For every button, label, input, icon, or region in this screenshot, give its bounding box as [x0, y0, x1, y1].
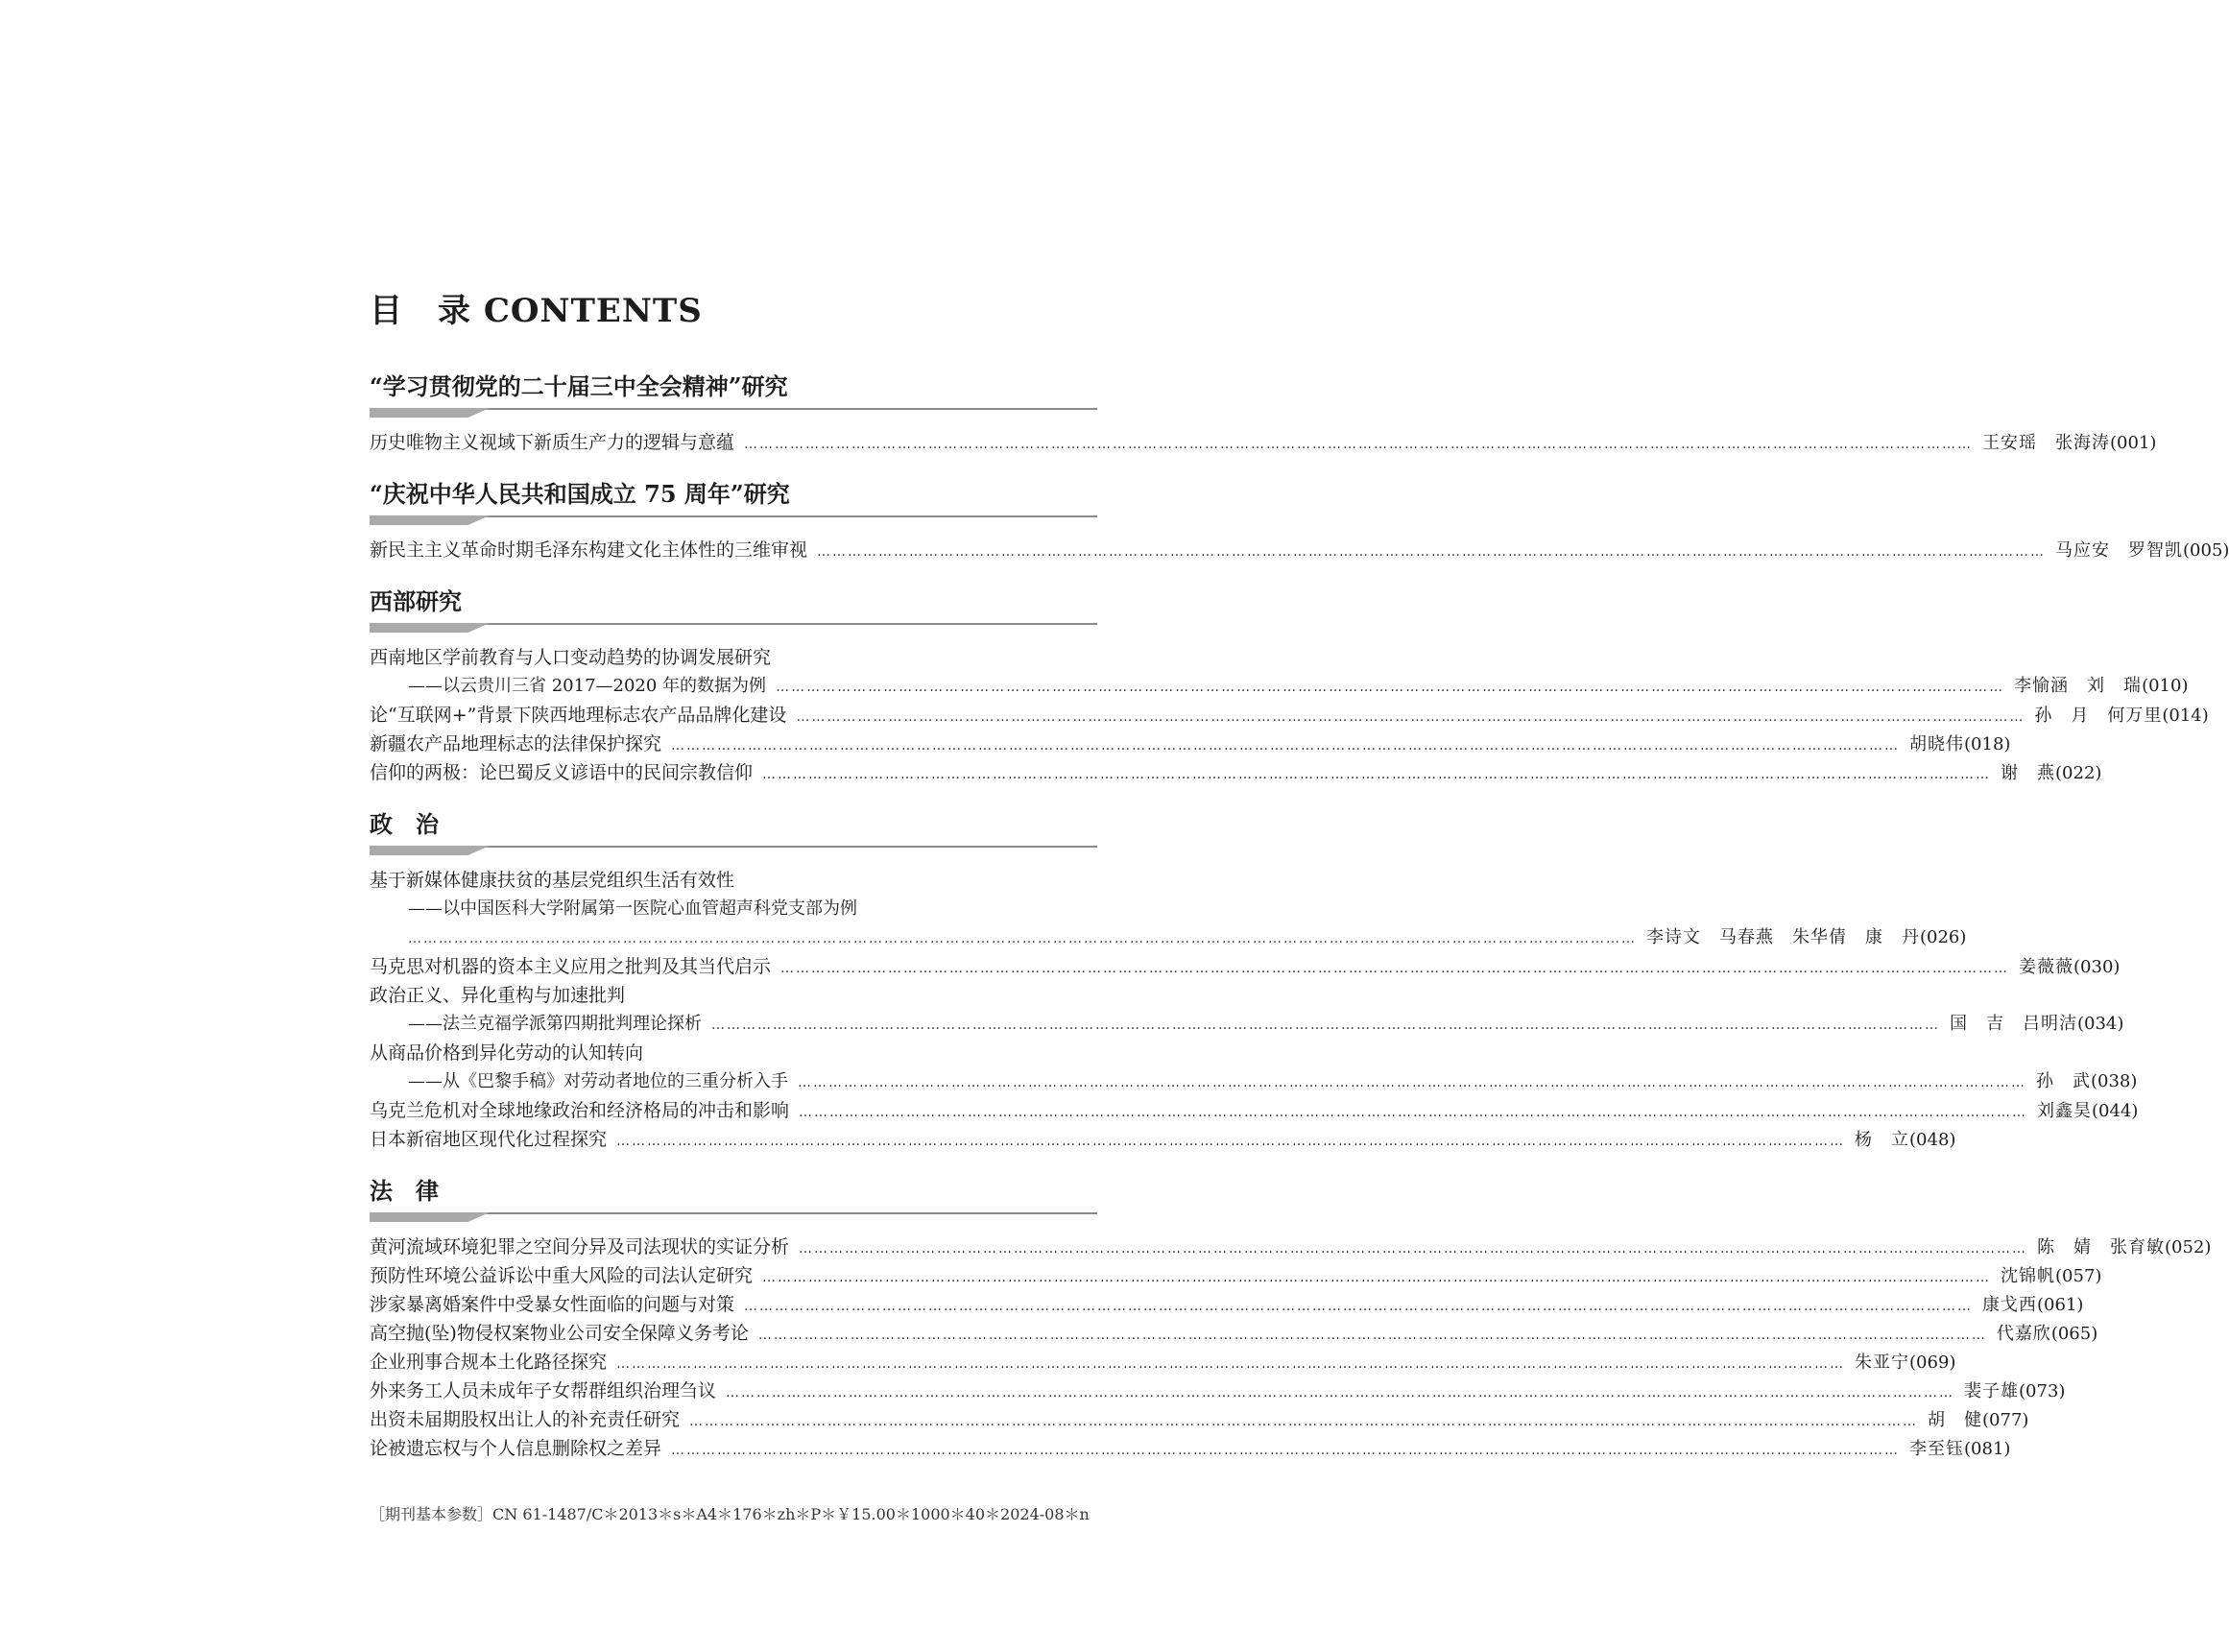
toc-entry[interactable] — [370, 1010, 2124, 1039]
entry-page-number: (065) — [2050, 1324, 2098, 1344]
section-rule — [370, 622, 1097, 635]
entry-title: 预防性环境公益诉讼中重大风险的司法认定研究 — [370, 1265, 754, 1286]
toc-section — [370, 1175, 2212, 1463]
entry-title: 乌克兰危机对全球地缘政治和经济格局的冲击和影响 — [370, 1100, 790, 1121]
toc-entry[interactable] — [370, 730, 2011, 758]
entry-subtitle: ——以云贵川三省 2017—2020 年的数据为例 — [408, 676, 767, 696]
entry-title: 基于新媒体健康扶贫的基层党组织生活有效性 — [370, 870, 735, 891]
leader-dots: …………………………………………………………………………………………………………………………………………………………………………………………………………………… — [744, 437, 1974, 452]
entry-page-number: (001) — [2110, 433, 2157, 453]
entry-title: 外来务工人员未成年子女帮群组织治理刍议 — [370, 1380, 717, 1401]
entry-title: 日本新宿地区现代化过程探究 — [370, 1129, 608, 1150]
entry-authors: 朱亚宁 — [1855, 1353, 1910, 1373]
entry-title: 西南地区学前教育与人口变动趋势的协调发展研究 — [370, 647, 772, 668]
toc-title-en: CONTENTS — [483, 292, 703, 330]
entry-authors: 沈锦帆 — [2001, 1266, 2056, 1286]
entry-title: 涉家暴离婚案件中受暴女性面临的问题与对策 — [370, 1294, 735, 1315]
entry-page-number: (057) — [2055, 1266, 2102, 1286]
entry-authors: 裴子雄 — [1964, 1381, 2020, 1401]
entry-page-number: (014) — [2162, 706, 2209, 726]
entry-subtitle: ——从《巴黎手稿》对劳动者地位的三重分析入手 — [408, 1071, 788, 1091]
section-rule — [370, 407, 1097, 420]
toc-entry[interactable] — [370, 1233, 2212, 1261]
section-spacer — [370, 787, 1097, 808]
section-heading: “学习贯彻党的二十届三中全会精神”研究 — [370, 372, 788, 400]
entry-title: 高空抛(坠)物侵权案物业公司安全保障义务考论 — [370, 1323, 749, 1344]
section-rule-wedge — [370, 846, 490, 855]
entry-title: 马克思对机器的资本主义应用之批判及其当代启示 — [370, 956, 772, 977]
entry-title: 从商品价格到异化劳动的认知转向 — [370, 1042, 644, 1064]
entry-page-number: (010) — [2142, 676, 2189, 696]
toc-sections — [370, 371, 2229, 1463]
entry-title: 信仰的两极：论巴蜀反义谚语中的民间宗教信仰 — [370, 762, 754, 783]
toc-entry[interactable] — [370, 923, 1967, 952]
entry-title: 出资未届期股权出让人的补充责任研究 — [370, 1409, 681, 1430]
entry-page-number: (026) — [1920, 927, 1967, 947]
section-spacer — [370, 457, 1097, 478]
toc-entry[interactable] — [370, 952, 2121, 981]
entry-title: 论被遗忘权与个人信息删除权之差异 — [370, 1438, 662, 1459]
entry-title: 论“互联网+”背景下陕西地理标志农产品品牌化建设 — [370, 705, 787, 726]
leader-dots: …………………………………………………………………………………………………………………………………………………………………………………………………………………… — [689, 1414, 1919, 1429]
entry-title: 政治正义、异化重构与加速批判 — [370, 985, 626, 1006]
leader-dots: …………………………………………………………………………………………………………………………………………………………………………………………………………………… — [726, 1385, 1955, 1401]
toc-section — [370, 586, 2209, 787]
entry-authors: 代嘉欣 — [1996, 1324, 2051, 1344]
leader-dots: …………………………………………………………………………………………………………………………………………………………………………………………………………………… — [798, 1075, 2026, 1090]
leader-dots: …………………………………………………………………………………………………………………………………………………………………………………………………………………… — [799, 1105, 2028, 1120]
toc-title-cn-1: 目 — [370, 292, 403, 330]
entry-authors: 李诗文 马春燕 朱华倩 康 丹 — [1646, 927, 1920, 947]
toc-entry[interactable] — [370, 1261, 2102, 1290]
toc-entry[interactable] — [370, 1039, 1097, 1067]
section-rule-wedge — [370, 1212, 490, 1222]
section-heading: 政 治 — [370, 810, 439, 838]
entry-authors: 刘鑫昊 — [2037, 1101, 2093, 1121]
entry-page-number: (005) — [2183, 540, 2229, 561]
leader-dots: …………………………………………………………………………………………………………………………………………………………………………………………………………………… — [817, 544, 2047, 560]
entry-title: 历史唯物主义视域下新质生产力的逻辑与意蕴 — [370, 432, 735, 453]
entry-page-number: (022) — [2055, 763, 2102, 783]
entry-title: 企业刑事合规本土化路径探究 — [370, 1352, 608, 1373]
entry-page-number: (018) — [1964, 734, 2011, 754]
entry-page-number: (044) — [2092, 1101, 2139, 1121]
toc-entry[interactable] — [370, 1348, 1956, 1377]
leader-dots: …………………………………………………………………………………………………………………………………………………………………………………………………………………… — [711, 1018, 1940, 1033]
entry-authors: 李至钰 — [1909, 1439, 1965, 1459]
section-rule — [370, 845, 1097, 858]
toc-section — [370, 808, 2139, 1154]
toc-entry[interactable] — [370, 643, 1097, 672]
entry-authors: 谢 燕 — [2001, 763, 2056, 783]
leader-dots: …………………………………………………………………………………………………………………………………………………………………………………………………………………… — [762, 767, 1992, 782]
toc-entry[interactable] — [370, 536, 2229, 564]
entry-authors: 胡晓伟 — [1909, 734, 1965, 754]
entry-page-number: (034) — [2077, 1014, 2124, 1034]
entry-subtitle: ——以中国医科大学附属第一医院心血管超声科党支部为例 — [408, 898, 857, 919]
toc-entry[interactable] — [370, 1067, 2138, 1096]
leader-dots: …………………………………………………………………………………………………………………………………………………………………………………………………………………… — [616, 1356, 1846, 1372]
toc-entry[interactable] — [370, 1290, 2084, 1319]
section-rule-wedge — [370, 623, 490, 633]
entry-authors: 孙 月 何万里 — [2034, 706, 2163, 726]
toc-entry[interactable] — [370, 428, 2157, 457]
leader-dots: …………………………………………………………………………………………………………………………………………………………………………………………………………………… — [799, 1241, 2028, 1257]
table-of-contents — [370, 288, 2229, 1463]
entry-page-number: (052) — [2165, 1237, 2212, 1257]
leader-dots: …………………………………………………………………………………………………………………………………………………………………………………………………………………… — [780, 961, 2010, 976]
journal-parameters-footer: ［期刊基本参数］CN 61-1487/C＊2013＊s＊A4＊176＊zh＊P＊￥15.00＊1000＊40＊2024-08＊n — [370, 1505, 1090, 1523]
toc-entry[interactable] — [370, 895, 1097, 923]
section-spacer — [370, 1154, 1097, 1175]
section-heading: 西部研究 — [370, 587, 462, 615]
leader-dots: …………………………………………………………………………………………………………………………………………………………………………………………………………………… — [671, 738, 1901, 754]
toc-entry[interactable] — [370, 866, 1097, 895]
section-spacer — [370, 564, 1097, 586]
entry-subtitle: ——法兰克福学派第四期批判理论探析 — [408, 1014, 702, 1034]
section-rule — [370, 515, 1097, 528]
entry-title: 黄河流域环境犯罪之空间分异及司法现状的实证分析 — [370, 1236, 790, 1257]
toc-entry[interactable] — [370, 1125, 1956, 1154]
toc-entry[interactable] — [370, 758, 2102, 787]
toc-title — [370, 288, 1097, 334]
section-heading: “庆祝中华人民共和国成立 75 周年”研究 — [370, 480, 790, 508]
entry-title: 新疆农产品地理标志的法律保护探究 — [370, 733, 662, 754]
toc-entry[interactable] — [370, 1319, 2098, 1348]
entry-authors: 康戈西 — [1982, 1295, 2038, 1315]
entry-page-number: (069) — [1909, 1353, 1956, 1373]
entry-page-number: (048) — [1909, 1130, 1956, 1150]
toc-entry[interactable] — [370, 1377, 2066, 1405]
leader-dots: …………………………………………………………………………………………………………………………………………………………………………………………………………………… — [757, 1328, 1987, 1343]
toc-entry[interactable] — [370, 1434, 2011, 1463]
section-heading: 法 律 — [370, 1177, 439, 1205]
entry-authors: 孙 武 — [2036, 1071, 2091, 1091]
leader-dots: …………………………………………………………………………………………………………………………………………………………………………………………………………………… — [671, 1443, 1901, 1458]
entry-authors: 李愉涵 刘 瑞 — [2014, 676, 2143, 696]
section-rule-wedge — [370, 515, 490, 525]
toc-entry[interactable] — [370, 981, 1097, 1010]
leader-dots: …………………………………………………………………………………………………………………………………………………………………………………………………………………… — [408, 931, 1637, 946]
entry-page-number: (081) — [1964, 1439, 2011, 1459]
toc-section — [370, 478, 2229, 564]
toc-section — [370, 371, 2157, 457]
entry-authors: 王安瑶 张海涛 — [1982, 433, 2111, 453]
entry-page-number: (073) — [2019, 1381, 2066, 1401]
entry-authors: 姜薇薇 — [2019, 957, 2074, 977]
leader-dots: …………………………………………………………………………………………………………………………………………………………………………………………………………………… — [616, 1134, 1846, 1149]
toc-entry[interactable] — [370, 672, 2189, 701]
section-rule-wedge — [370, 408, 490, 418]
entry-page-number: (061) — [2037, 1295, 2084, 1315]
toc-title-cn-2: 录 — [438, 292, 471, 330]
leader-dots: …………………………………………………………………………………………………………………………………………………………………………………………………………………… — [776, 680, 2005, 695]
toc-entry[interactable] — [370, 1405, 2029, 1434]
entry-page-number: (030) — [2073, 957, 2121, 977]
entry-authors: 陈 婧 张育敏 — [2037, 1237, 2166, 1257]
entry-page-number: (077) — [1982, 1410, 2029, 1430]
entry-title: 新民主主义革命时期毛泽东构建文化主体性的三维审视 — [370, 539, 808, 561]
toc-entry[interactable] — [370, 701, 2209, 730]
entry-authors: 胡 健 — [1928, 1410, 1983, 1430]
leader-dots: …………………………………………………………………………………………………………………………………………………………………………………………………………………… — [796, 709, 2025, 725]
entry-page-number: (038) — [2091, 1071, 2138, 1091]
entry-authors: 马应安 罗智凯 — [2055, 540, 2184, 561]
entry-authors: 国 吉 吕明洁 — [1950, 1014, 2077, 1034]
leader-dots: …………………………………………………………………………………………………………………………………………………………………………………………………………………… — [744, 1299, 1974, 1314]
section-rule — [370, 1211, 1097, 1225]
leader-dots: …………………………………………………………………………………………………………………………………………………………………………………………………………………… — [762, 1270, 1992, 1285]
toc-entry[interactable] — [370, 1096, 2139, 1125]
entry-authors: 杨 立 — [1855, 1130, 1910, 1150]
